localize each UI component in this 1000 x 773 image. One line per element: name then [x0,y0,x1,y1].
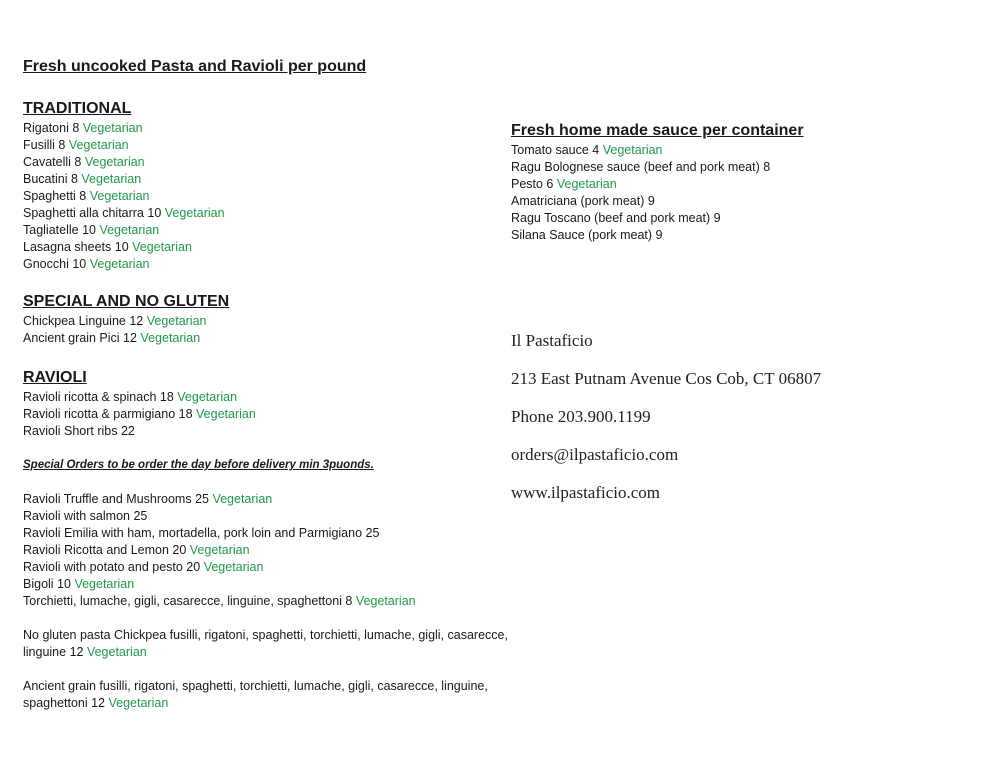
menu-item [23,171,513,188]
business-website: www.ilpastaficio.com [511,483,661,502]
special-no-gluten-heading: SPECIAL AND NO GLUTEN [23,293,230,310]
item-text: Ravioli Ricotta and Lemon 20 [23,543,187,557]
vegetarian-tag: Vegetarian [82,121,143,135]
vegetarian-tag: Vegetarian [108,696,169,710]
vegetarian-tag: Vegetarian [212,492,273,506]
vegetarian-tag: Vegetarian [68,138,129,152]
document-title: Fresh uncooked Pasta and Ravioli per pound [23,58,367,75]
special-orders-note: Special Orders to be order the day before delivery min 3puonds. [23,459,374,471]
menu-item [23,137,513,154]
menu-item [23,525,513,542]
item-text: Chickpea Linguine 12 [23,314,144,328]
vegetarian-tag: Vegetarian [99,223,160,237]
sauce-and-contact-column [511,120,981,504]
sauce-list [511,142,981,244]
menu-item [23,188,513,205]
item-text: Ravioli Truffle and Mushrooms 25 [23,492,209,506]
menu-item [23,120,513,137]
item-text: Ravioli Emilia with ham, mortadella, pork loin and Parmigiano 25 [23,526,380,540]
item-text: Rigatoni 8 [23,121,80,135]
special-list [23,313,513,347]
item-text: Pesto 6 [511,177,554,191]
menu-item [23,559,513,576]
item-text: Fusilli 8 [23,138,66,152]
item-text: Ravioli with potato and pesto 20 [23,560,201,574]
menu-item [23,205,513,222]
business-phone: Phone 203.900.1199 [511,407,651,426]
vegetarian-tag: Vegetarian [132,240,192,254]
item-text: Silana Sauce (pork meat) 9 [511,228,663,242]
menu-item [511,193,981,210]
vegetarian-tag: Vegetarian [74,577,135,591]
item-text: Lasagna sheets 10 [23,240,129,254]
special-order-list [23,491,513,610]
vegetarian-tag: Vegetarian [84,155,145,169]
traditional-heading: TRADITIONAL [23,100,132,117]
vegetarian-tag: Vegetarian [89,189,150,203]
item-text: Bigoli 10 [23,577,71,591]
business-address: 213 East Putnam Avenue Cos Cob, CT 06807 [511,369,822,388]
item-text: Cavatelli 8 [23,155,82,169]
vegetarian-tag: Vegetarian [86,645,147,659]
vegetarian-tag: Vegetarian [196,407,256,421]
item-text: Ragu Bolognese sauce (beef and pork meat) 8 [511,160,771,174]
vegetarian-tag: Vegetarian [177,390,238,404]
vegetarian-tag: Vegetarian [81,172,142,186]
vegetarian-tag: Vegetarian [146,314,207,328]
ravioli-heading: RAVIOLI [23,369,87,386]
menu-item [511,159,981,176]
item-text: Spaghetti alla chitarra 10 [23,206,162,220]
business-name: Il Pastaficio [511,331,593,350]
menu-item [511,227,981,244]
menu-item [23,256,513,273]
item-text: Tagliatelle 10 [23,223,96,237]
no-gluten-item [23,627,513,661]
menu-item [23,491,513,508]
menu-item [23,222,513,239]
menu-item [23,154,513,171]
menu-item [23,576,513,593]
contact-block [511,330,981,504]
menu-item [23,330,513,347]
item-text: Amatriciana (pork meat) 9 [511,194,655,208]
item-text: Ravioli ricotta & spinach 18 [23,390,174,404]
vegetarian-tag: Vegetarian [602,143,663,157]
vegetarian-tag: Vegetarian [89,257,150,271]
traditional-list [23,120,513,273]
item-text: Torchietti, lumache, gigli, casarecce, linguine, spaghettoni 8 [23,594,353,608]
menu-item [23,406,513,423]
vegetarian-tag: Vegetarian [556,177,617,191]
menu-item [511,176,981,193]
item-text: Gnocchi 10 [23,257,87,271]
menu-item [23,508,513,525]
item-text: No gluten pasta Chickpea fusilli, rigatoni, spaghetti, torchietti, lumache, gigli, casarecce, linguine 12 [23,628,508,659]
vegetarian-tag: Vegetarian [189,543,250,557]
menu-item [23,423,513,440]
item-text: Spaghetti 8 [23,189,87,203]
sauce-heading: Fresh home made sauce per container [511,122,804,139]
menu-item [23,313,513,330]
menu-item [23,542,513,559]
menu-item [23,389,513,406]
item-text: Ravioli with salmon 25 [23,509,148,523]
vegetarian-tag: Vegetarian [203,560,264,574]
ravioli-list [23,389,513,440]
business-email: orders@ilpastaficio.com [511,445,679,464]
vegetarian-tag: Vegetarian [164,206,225,220]
vegetarian-tag: Vegetarian [355,594,416,608]
menu-item [511,210,981,227]
item-text: Ragu Toscano (beef and pork meat) 9 [511,211,721,225]
menu-item [23,239,513,256]
menu-item [511,142,981,159]
item-text: Tomato sauce 4 [511,143,600,157]
pasta-menu-column [23,56,513,712]
item-text: Ancient grain fusilli, rigatoni, spaghetti, torchietti, lumache, gigli, casarecce, linguine, spaghettoni 12 [23,679,488,710]
menu-item [23,593,513,610]
vegetarian-tag: Vegetarian [140,331,201,345]
item-text: Ravioli ricotta & parmigiano 18 [23,407,193,421]
item-text: Ravioli Short ribs 22 [23,424,135,438]
item-text: Ancient grain Pici 12 [23,331,137,345]
item-text: Bucatini 8 [23,172,78,186]
ancient-grain-item [23,678,513,712]
